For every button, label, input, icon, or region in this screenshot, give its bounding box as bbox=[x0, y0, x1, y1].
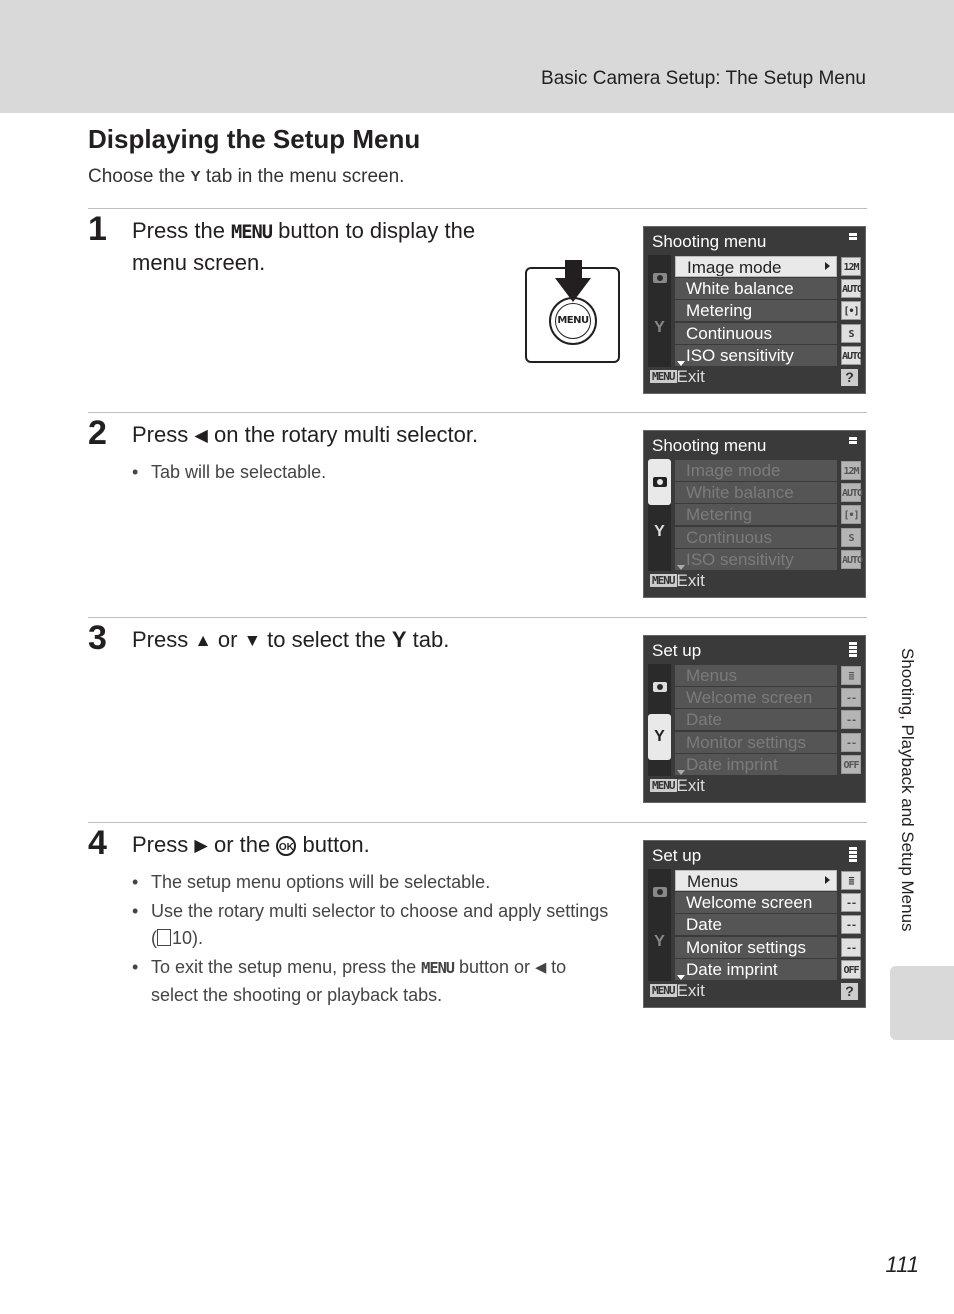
menu-rows bbox=[675, 665, 865, 776]
divider bbox=[88, 208, 867, 209]
text-run: button. bbox=[296, 832, 370, 857]
auto-icon: AUTO bbox=[841, 483, 861, 502]
left-arrow-icon: ◀ bbox=[194, 425, 208, 445]
menu-row[interactable] bbox=[675, 914, 865, 935]
row-label: Metering bbox=[675, 300, 837, 321]
wrench-icon: Y bbox=[654, 523, 665, 540]
bullet-item: • Tab will be selectable. bbox=[132, 459, 612, 486]
shooting-tab[interactable] bbox=[648, 459, 671, 505]
wrench-icon: Y bbox=[391, 627, 407, 652]
menu-row[interactable] bbox=[675, 937, 865, 958]
metering-icon: [•] bbox=[841, 301, 861, 320]
press-arrow-icon bbox=[565, 260, 582, 278]
row-label: Monitor settings bbox=[675, 732, 837, 753]
menu-row bbox=[675, 754, 865, 775]
menu-row bbox=[675, 732, 865, 753]
chapter-thumb-tab bbox=[890, 966, 954, 1040]
wrench-icon: Y bbox=[654, 319, 665, 336]
screen-title: Set up bbox=[652, 846, 702, 865]
menu-row[interactable] bbox=[675, 892, 865, 913]
camera-screen-4 bbox=[643, 840, 866, 1008]
submenu-arrow-icon bbox=[825, 876, 830, 884]
menu-row bbox=[675, 687, 865, 708]
row-label: ISO sensitivity bbox=[675, 345, 837, 366]
dash-icon: -- bbox=[841, 938, 861, 957]
divider bbox=[88, 617, 867, 618]
camera-icon bbox=[653, 682, 667, 692]
submenu-arrow-icon bbox=[825, 262, 830, 270]
up-arrow-icon: ▲ bbox=[194, 630, 212, 650]
menu-row[interactable] bbox=[675, 323, 865, 344]
page-number: 111 bbox=[885, 1252, 919, 1277]
wrench-icon: Y bbox=[190, 168, 201, 185]
page-header bbox=[0, 0, 954, 113]
row-label: White balance bbox=[675, 482, 837, 503]
tab-column bbox=[648, 664, 671, 776]
intro-after: tab in the menu screen. bbox=[200, 166, 405, 187]
row-label: Metering bbox=[675, 504, 837, 525]
header-title: Basic Camera Setup: The Setup Menu bbox=[541, 68, 866, 89]
camera-screen-2 bbox=[643, 430, 866, 598]
camera-screen-3 bbox=[643, 635, 866, 803]
text-run: Use the rotary multi selector to choose and apply settings ( bbox=[151, 901, 609, 948]
help-icon: ? bbox=[841, 369, 858, 386]
menu-button-icon: MENU bbox=[421, 959, 454, 977]
menus-icon: ≣ bbox=[841, 871, 861, 890]
row-label: Date imprint bbox=[675, 959, 837, 980]
row-label: Continuous bbox=[675, 527, 837, 548]
scroll-down-icon bbox=[677, 975, 685, 980]
menu-row bbox=[675, 665, 865, 686]
screen-title: Shooting menu bbox=[652, 436, 767, 455]
menu-button-icon: MENU bbox=[652, 370, 675, 383]
menu-row[interactable] bbox=[675, 870, 865, 891]
screen-title: Shooting menu bbox=[652, 232, 767, 251]
menu-row[interactable] bbox=[675, 959, 865, 980]
menu-rows bbox=[675, 460, 865, 571]
single-icon: S bbox=[841, 324, 861, 343]
menu-row bbox=[675, 527, 865, 548]
step-number: 1 bbox=[88, 210, 107, 248]
ok-button-icon: OK bbox=[276, 836, 296, 856]
scroll-down-icon bbox=[677, 770, 685, 775]
right-arrow-icon: ▶ bbox=[194, 835, 208, 855]
menu-row bbox=[675, 709, 865, 730]
text-run: to select the bbox=[261, 627, 392, 652]
text-run: on the rotary multi selector. bbox=[207, 422, 479, 447]
text-run: button to display the menu screen. bbox=[132, 218, 476, 275]
camera-menu-button-illustration bbox=[525, 267, 620, 363]
shooting-tab[interactable] bbox=[648, 664, 671, 710]
step-3-text bbox=[132, 625, 592, 655]
scroll-indicator-icon bbox=[849, 642, 857, 658]
text-run: Press the bbox=[132, 218, 232, 243]
menu-button-icon: MENU bbox=[652, 574, 675, 587]
row-label: Monitor settings bbox=[675, 937, 837, 958]
menu-row bbox=[675, 549, 865, 570]
row-label: Date bbox=[675, 709, 837, 730]
row-label: ISO sensitivity bbox=[675, 549, 837, 570]
dash-icon: -- bbox=[841, 893, 861, 912]
menu-button-label: MENU bbox=[555, 303, 591, 339]
bullet-item bbox=[132, 898, 612, 952]
exit-hint bbox=[650, 367, 705, 387]
divider bbox=[88, 412, 867, 413]
exit-hint bbox=[650, 981, 705, 1001]
intro-before: Choose the bbox=[88, 166, 191, 187]
page-reference-icon bbox=[157, 929, 171, 946]
row-label: Continuous bbox=[675, 323, 837, 344]
menu-row[interactable] bbox=[675, 300, 865, 321]
section-title: Displaying the Setup Menu bbox=[88, 124, 421, 154]
text-run: button or bbox=[454, 957, 536, 977]
text-run: to select the shooting or playback tabs. bbox=[151, 957, 567, 1005]
setup-tab[interactable] bbox=[648, 509, 671, 555]
setup-tab[interactable] bbox=[648, 714, 671, 760]
bullet-item: • The setup menu options will be selectable. bbox=[132, 869, 612, 896]
step-number: 4 bbox=[88, 824, 107, 862]
step-number: 3 bbox=[88, 619, 107, 657]
row-label: Welcome screen bbox=[675, 687, 837, 708]
camera-icon bbox=[653, 273, 667, 283]
camera-icon bbox=[653, 477, 667, 487]
exit-hint bbox=[650, 776, 705, 796]
scroll-down-icon bbox=[677, 565, 685, 570]
step-4-text bbox=[132, 830, 592, 860]
row-label: Menus bbox=[675, 665, 837, 686]
menu-rows bbox=[675, 870, 865, 981]
row-label: White balance bbox=[675, 278, 837, 299]
text-run: or bbox=[211, 627, 244, 652]
screen-title: Set up bbox=[652, 641, 702, 660]
step-2-text bbox=[132, 420, 592, 450]
dash-icon: -- bbox=[841, 710, 861, 729]
row-label: Menus bbox=[675, 870, 837, 891]
side-chapter-label: Shooting, Playback and Setup Menus bbox=[898, 648, 917, 932]
shooting-tab[interactable] bbox=[648, 869, 671, 915]
step-4-bullets bbox=[132, 869, 612, 1011]
menu-row bbox=[675, 482, 865, 503]
scroll-indicator-icon bbox=[849, 847, 857, 863]
menu-row bbox=[675, 504, 865, 525]
tab-column bbox=[648, 869, 671, 981]
scroll-indicator-icon bbox=[849, 437, 857, 445]
exit-label: Exit bbox=[676, 367, 705, 386]
menu-button-icon: MENU bbox=[231, 222, 273, 243]
text-run: tab. bbox=[406, 627, 450, 652]
wrench-icon: Y bbox=[654, 728, 665, 745]
menu-button-icon: MENU bbox=[652, 779, 675, 792]
menu-row[interactable] bbox=[675, 278, 865, 299]
exit-label: Exit bbox=[676, 571, 705, 590]
row-label: Image mode bbox=[675, 460, 837, 481]
text-run: or the bbox=[207, 832, 277, 857]
image-size-icon: 12M bbox=[841, 461, 861, 480]
exit-label: Exit bbox=[676, 981, 705, 1000]
exit-hint bbox=[650, 571, 705, 591]
tab-column bbox=[648, 255, 671, 367]
row-label: Welcome screen bbox=[675, 892, 837, 913]
row-label: Image mode bbox=[675, 256, 837, 277]
row-label: Date bbox=[675, 914, 837, 935]
camera-screen-1 bbox=[643, 226, 866, 394]
image-size-icon: 12M bbox=[841, 257, 861, 276]
bullet-item bbox=[132, 954, 612, 1009]
menu-button-circle bbox=[549, 297, 597, 345]
off-icon: OFF bbox=[841, 755, 861, 774]
auto-icon: AUTO bbox=[841, 346, 861, 365]
menu-row[interactable] bbox=[675, 256, 865, 277]
intro-text bbox=[88, 166, 404, 188]
wrench-icon: Y bbox=[654, 933, 665, 950]
exit-label: Exit bbox=[676, 776, 705, 795]
single-icon: S bbox=[841, 528, 861, 547]
dash-icon: -- bbox=[841, 688, 861, 707]
step-2-bullets bbox=[132, 459, 612, 488]
dash-icon: -- bbox=[841, 915, 861, 934]
shooting-tab[interactable] bbox=[648, 255, 671, 301]
down-arrow-icon: ▼ bbox=[243, 630, 261, 650]
auto-icon: AUTO bbox=[841, 550, 861, 569]
tab-column bbox=[648, 459, 671, 571]
text-run: Press bbox=[132, 422, 195, 447]
auto-icon: AUTO bbox=[841, 279, 861, 298]
left-arrow-icon: ◀ bbox=[535, 960, 547, 976]
text-run: To exit the setup menu, press the bbox=[151, 957, 422, 977]
setup-tab[interactable] bbox=[648, 919, 671, 965]
camera-icon bbox=[653, 887, 667, 897]
text-run: Press bbox=[132, 832, 195, 857]
menus-icon: ≣ bbox=[841, 666, 861, 685]
menu-row bbox=[675, 460, 865, 481]
step-number: 2 bbox=[88, 414, 107, 452]
scroll-down-icon bbox=[677, 361, 685, 366]
press-arrow-head-icon bbox=[555, 278, 591, 302]
row-label: Date imprint bbox=[675, 754, 837, 775]
metering-icon: [•] bbox=[841, 505, 861, 524]
help-icon: ? bbox=[841, 983, 858, 1000]
text-run: Press bbox=[132, 627, 195, 652]
menu-rows bbox=[675, 256, 865, 367]
menu-row[interactable] bbox=[675, 345, 865, 366]
step-1-text bbox=[132, 216, 522, 278]
text-run: 10). bbox=[172, 928, 204, 948]
dash-icon: -- bbox=[841, 733, 861, 752]
divider bbox=[88, 822, 867, 823]
off-icon: OFF bbox=[841, 960, 861, 979]
scroll-indicator-icon bbox=[849, 233, 857, 241]
menu-button-icon: MENU bbox=[652, 984, 675, 997]
setup-tab[interactable] bbox=[648, 305, 671, 351]
